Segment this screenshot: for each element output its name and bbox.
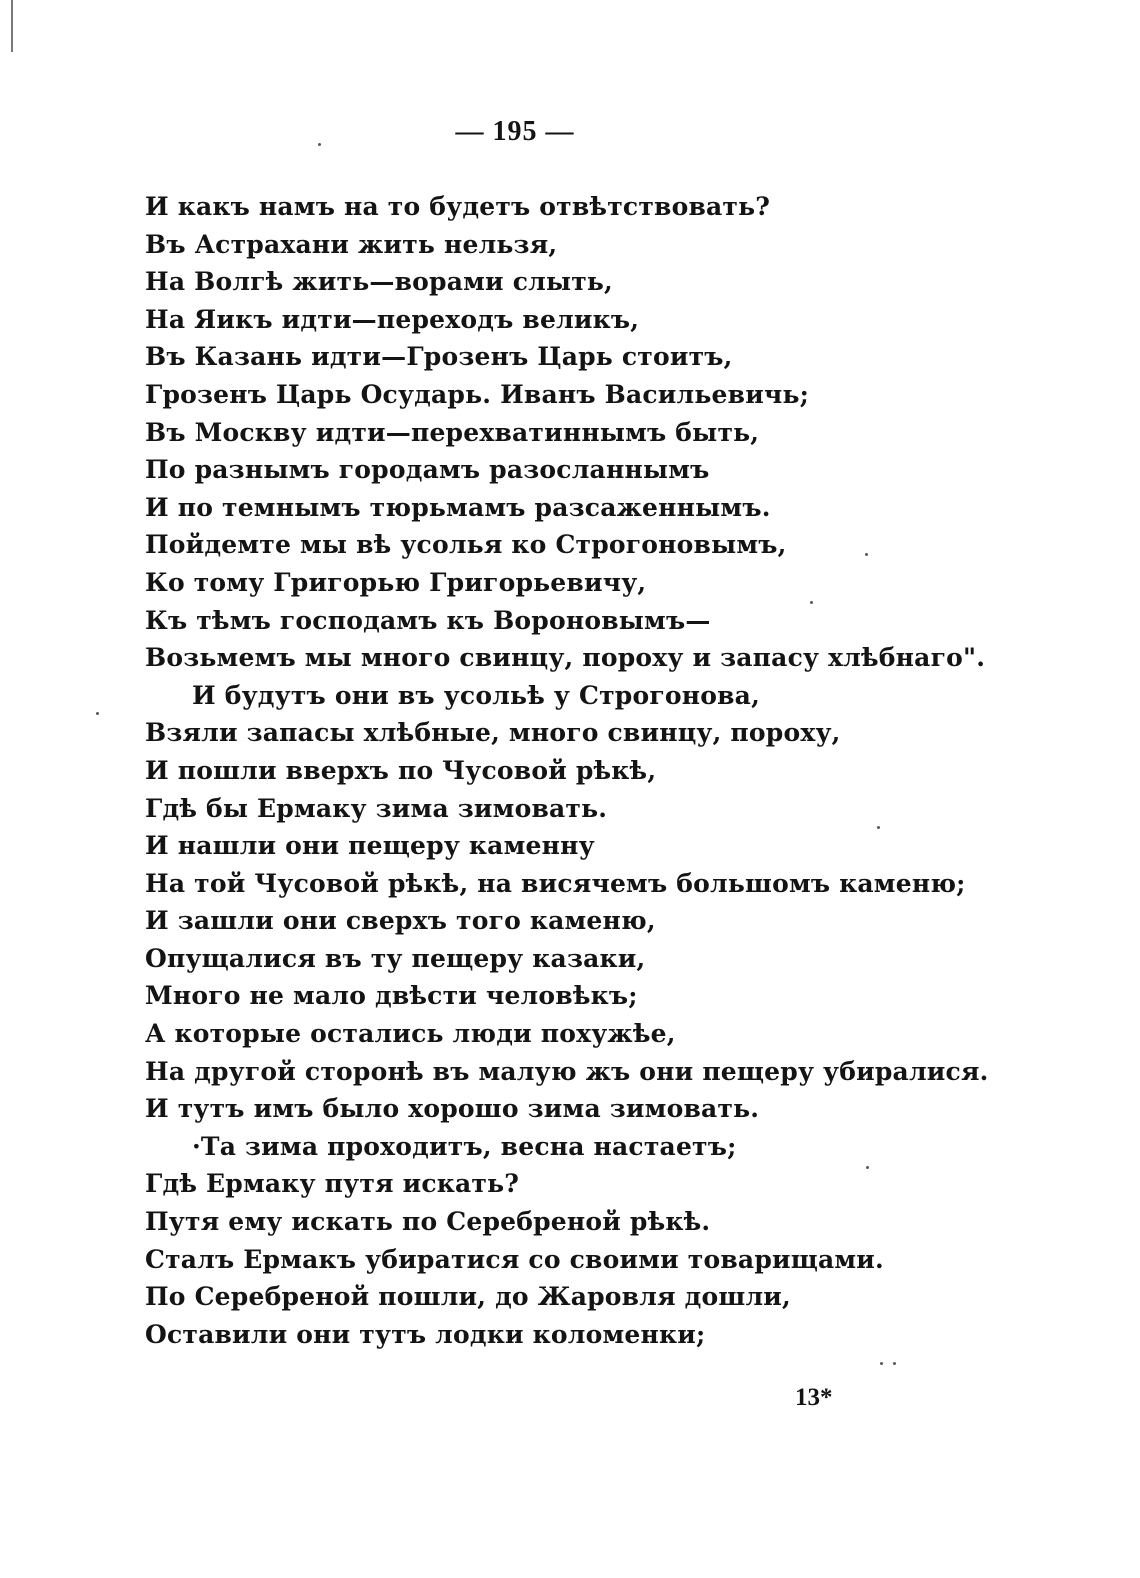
poem-line: Взяли запасы хлѣбные, много свинцу, пороху, [145, 718, 841, 748]
poem-line: По разнымъ городамъ разосланнымъ [145, 455, 710, 485]
scan-speck [865, 553, 868, 556]
scan-speck [877, 826, 880, 829]
scan-speck [866, 1166, 869, 1169]
scan-speck [880, 1362, 883, 1365]
poem-line: На той Чусовой рѣкѣ, на висячемъ большомъ каменю; [145, 868, 966, 898]
poem-line: Въ Астрахани жить нельзя, [145, 229, 558, 259]
signature-mark: 13* [795, 1384, 833, 1411]
poem-line: Ко тому Григорью Григорьевичу, [145, 567, 647, 597]
poem-line: Возьмемъ мы много свинцу, пороху и запасу хлѣбнаго". [145, 643, 986, 673]
poem-line: Путя ему искать по Серебреной рѣкѣ. [145, 1207, 711, 1237]
poem-line: Къ тѣмъ господамъ къ Вороновымъ— [145, 605, 711, 635]
poem-line: На Волгѣ жить—ворами слыть, [145, 267, 613, 297]
poem-line: На Яикъ идти—переходъ великъ, [145, 304, 640, 334]
poem-line: Оставили они тутъ лодки коломенки; [145, 1319, 706, 1349]
poem-line: И какъ намъ на то будетъ отвѣтствовать? [145, 192, 771, 221]
poem-line: И нашли они пещеру каменну [145, 831, 595, 861]
poem-line: Опущалися въ ту пещеру казаки, [145, 943, 646, 973]
poem-line: Гдѣ Ермаку путя искать? [145, 1169, 520, 1199]
poem-line: Сталъ Ермакъ убиратися со своими товарищами. [145, 1244, 884, 1274]
poem-text [145, 188, 989, 1353]
poem-line: Пойдемте мы вѣ усолья ко Строгоновымъ, [145, 530, 787, 560]
scan-speck [318, 143, 321, 146]
poem-line: Гдѣ бы Ермаку зима зимовать. [145, 793, 608, 823]
poem-line: Въ Казань идти—Грозенъ Царь стоитъ, [145, 342, 733, 372]
poem-line: По Серебреной пошли, до Жаровля дошли, [145, 1282, 791, 1312]
poem-line: ·Та зима проходитъ, весна настаетъ; [192, 1131, 737, 1161]
poem-line: Много не мало двѣсти человѣкъ; [145, 981, 638, 1011]
poem-line: И будутъ они въ усольѣ у Строгонова, [192, 680, 760, 710]
poem-line: А которые остались люди похужѣе, [145, 1019, 676, 1049]
page-edge-line [11, 0, 13, 52]
poem-line: И зашли они сверхъ того каменю, [145, 906, 656, 936]
poem-line: На другой сторонѣ въ малую жъ они пещеру убиралися. [145, 1056, 989, 1086]
poem-line: Грозенъ Царь Осударь. Иванъ Васильевичь; [145, 379, 810, 409]
poem-line: Въ Москву идти—перехватиннымъ быть, [145, 417, 760, 447]
poem-line: И по темнымъ тюрьмамъ разсаженнымъ. [145, 492, 771, 522]
poem-line: И пошли вверхъ по Чусовой рѣкѣ, [145, 755, 657, 785]
scan-speck [96, 712, 99, 715]
scan-speck [893, 1362, 896, 1365]
poem-line: И тутъ имъ было хорошо зима зимовать. [145, 1094, 760, 1124]
page-number: — 195 — [455, 116, 575, 147]
scan-speck [810, 601, 813, 604]
